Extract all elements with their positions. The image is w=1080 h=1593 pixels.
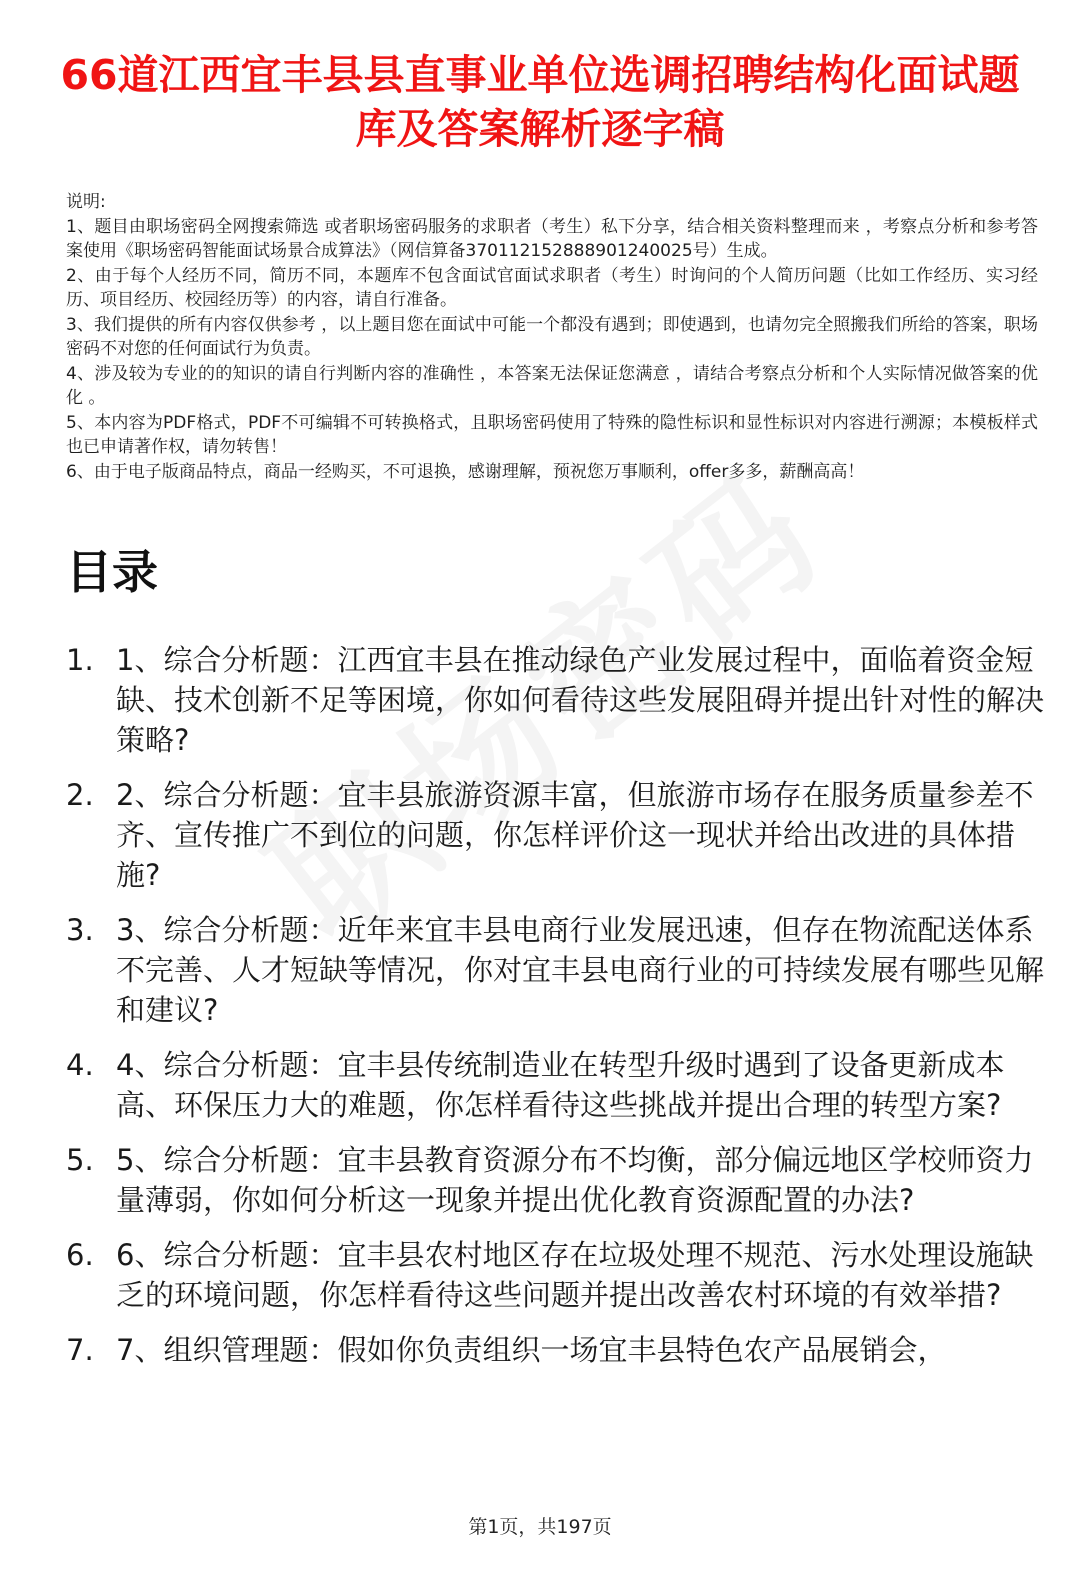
toc-item[interactable] xyxy=(66,775,1046,895)
note-item: 1、题目由职场密码全网搜索筛选 或者职场密码服务的求职者（考生）私下分享，结合相关资料整理而来 ，考察点分析和参考答案使用《职场密码智能面试场景合成算法》（网信算备370112152888901240025号）生成。 xyxy=(66,216,1038,261)
toc-item[interactable] xyxy=(66,1330,1046,1370)
toc-item-text[interactable]: 4、综合分析题：宜丰县传统制造业在转型升级时遇到了设备更新成本高、环保压力大的难题，你怎样看待这些挑战并提出合理的转型方案? xyxy=(116,1048,1005,1122)
toc-item[interactable] xyxy=(66,1235,1046,1315)
toc-item[interactable] xyxy=(66,1045,1046,1125)
toc-item[interactable] xyxy=(66,1140,1046,1220)
toc-heading: 目录 xyxy=(66,545,158,599)
note-item: 2、由于每个人经历不同，简历不同，本题库不包含面试官面试求职者（考生）时询问的个人简历问题（比如工作经历、实习经历、项目经历、校园经历等）的内容，请自行准备。 xyxy=(66,265,1038,310)
note-item: 4、涉及较为专业的的知识的请自行判断内容的准确性 ，本答案无法保证您满意 ，请结合考察点分析和个人实际情况做答案的优化 。 xyxy=(66,363,1038,408)
toc-list xyxy=(66,640,1046,1385)
toc-item-text[interactable]: 2、综合分析题：宜丰县旅游资源丰富，但旅游市场存在服务质量参差不齐、宣传推广不到位的问题，你怎样评价这一现状并给出改进的具体措施? xyxy=(116,778,1034,892)
toc-item-number: 3. xyxy=(66,913,94,947)
toc-item-number: 4. xyxy=(66,1048,94,1082)
note-item: 5、本内容为PDF格式，PDF不可编辑不可转换格式，且职场密码使用了特殊的隐性标识和显性标识对内容进行溯源；本模板样式也已申请著作权，请勿转售！ xyxy=(66,412,1038,457)
toc-item-number: 2. xyxy=(66,778,94,812)
toc-item-number: 7. xyxy=(66,1333,94,1367)
note-item: 3、我们提供的所有内容仅供参考 ，以上题目您在面试中可能一个都没有遇到；即使遇到，也请勿完全照搬我们所给的答案，职场密码不对您的任何面试行为负责。 xyxy=(66,314,1038,359)
toc-item[interactable] xyxy=(66,910,1046,1030)
note-item: 6、由于电子版商品特点，商品一经购买，不可退换，感谢理解，预祝您万事顺利，offer多多，薪酬高高！ xyxy=(66,461,865,482)
toc-item-text[interactable]: 7、组织管理题：假如你负责组织一场宜丰县特色农产品展销会， xyxy=(116,1333,947,1367)
toc-item-text[interactable]: 1、综合分析题：江西宜丰县在推动绿色产业发展过程中，面临着资金短缺、技术创新不足等困境，你如何看待这些发展阻碍并提出针对性的解决策略? xyxy=(116,643,1045,757)
document-title: 66道江西宜丰县县直事业单位选调招聘结构化面试题库及答案解析逐字稿 xyxy=(60,51,1020,153)
toc-item-text[interactable]: 5、综合分析题：宜丰县教育资源分布不均衡，部分偏远地区学校师资力量薄弱，你如何分析这一现象并提出优化教育资源配置的办法? xyxy=(116,1143,1034,1217)
toc-item-number: 1. xyxy=(66,643,94,677)
toc-item-number: 5. xyxy=(66,1143,94,1177)
notes-section xyxy=(66,190,1038,484)
toc-item-number: 6. xyxy=(66,1238,94,1272)
page-number: 第1页，共197页 xyxy=(468,1516,612,1538)
notes-label: 说明: xyxy=(66,192,106,212)
toc-item-text[interactable]: 3、综合分析题：近年来宜丰县电商行业发展迅速，但存在物流配送体系不完善、人才短缺等情况，你对宜丰县电商行业的可持续发展有哪些见解和建议? xyxy=(116,913,1045,1027)
toc-item[interactable] xyxy=(66,640,1046,760)
toc-item-text[interactable]: 6、综合分析题：宜丰县农村地区存在垃圾处理不规范、污水处理设施缺乏的环境问题，你怎样看待这些问题并提出改善农村环境的有效举措? xyxy=(116,1238,1034,1312)
